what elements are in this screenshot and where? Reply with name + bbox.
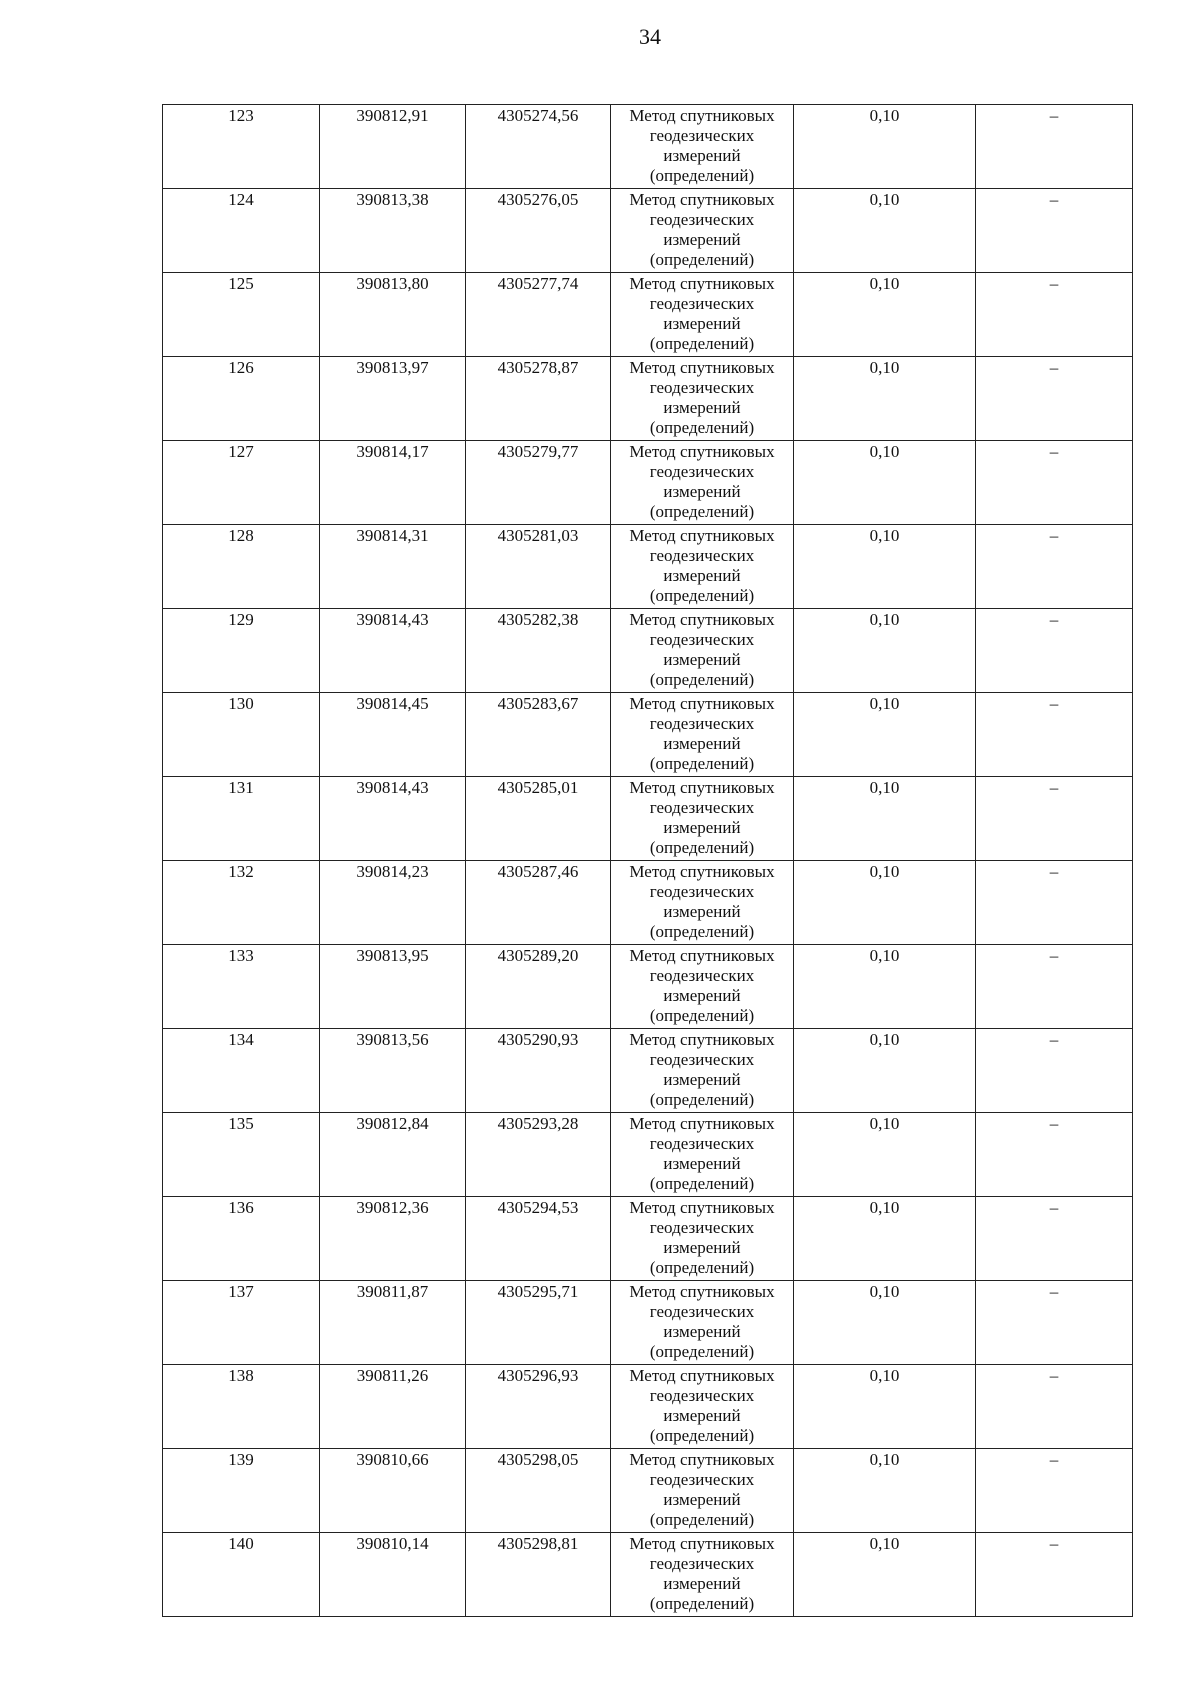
method-text-line: геодезических	[649, 1386, 755, 1405]
method-text-line: геодезических	[649, 546, 755, 565]
method-text-line: (определений)	[649, 418, 755, 437]
method-cell	[611, 357, 794, 441]
method-cell	[611, 1113, 794, 1197]
method-text-line: (определений)	[649, 502, 755, 521]
accuracy-cell: 0,10	[794, 105, 976, 189]
method-text-line: Метод спутниковых	[629, 1282, 775, 1301]
point-number-cell: 128	[163, 525, 320, 609]
page-number: 34	[639, 24, 661, 49]
method-text-line: измерений	[663, 1406, 741, 1425]
method-cell	[611, 1365, 794, 1449]
point-number-cell: 139	[163, 1449, 320, 1533]
method-text-line: Метод спутниковых	[629, 1114, 775, 1133]
note-cell: –	[976, 1365, 1133, 1449]
note-cell: –	[976, 1113, 1133, 1197]
method-text-line: геодезических	[649, 210, 755, 229]
note-cell: –	[976, 693, 1133, 777]
accuracy-cell: 0,10	[794, 1197, 976, 1281]
method-text-line: измерений	[663, 1574, 741, 1593]
accuracy-cell: 0,10	[794, 945, 976, 1029]
accuracy-cell: 0,10	[794, 357, 976, 441]
method-text-line: геодезических	[649, 1302, 755, 1321]
note-cell: –	[976, 945, 1133, 1029]
x-coordinate-cell: 390813,80	[320, 273, 466, 357]
method-text-line: (определений)	[649, 586, 755, 605]
table-row	[163, 777, 1133, 861]
x-coordinate-cell: 390810,14	[320, 1533, 466, 1617]
method-text-line: Метод спутниковых	[629, 862, 775, 881]
method-text-line: геодезических	[649, 126, 755, 145]
method-text-line: (определений)	[649, 1510, 755, 1529]
point-number-cell: 135	[163, 1113, 320, 1197]
point-number-cell: 126	[163, 357, 320, 441]
point-number-cell: 131	[163, 777, 320, 861]
method-text-line: (определений)	[649, 166, 755, 185]
method-text-line: измерений	[663, 650, 741, 669]
point-number-cell: 134	[163, 1029, 320, 1113]
method-text-line: измерений	[663, 1070, 741, 1089]
x-coordinate-cell: 390814,43	[320, 609, 466, 693]
method-cell	[611, 1197, 794, 1281]
note-cell: –	[976, 105, 1133, 189]
method-text-line: геодезических	[649, 1218, 755, 1237]
point-number-cell: 136	[163, 1197, 320, 1281]
x-coordinate-cell: 390814,45	[320, 693, 466, 777]
method-text-line: геодезических	[649, 294, 755, 313]
method-text-line: геодезических	[649, 882, 755, 901]
method-text-line: (определений)	[649, 922, 755, 941]
table-row	[163, 273, 1133, 357]
table-row	[163, 1449, 1133, 1533]
accuracy-cell: 0,10	[794, 525, 976, 609]
y-coordinate-cell: 4305285,01	[466, 777, 611, 861]
method-text-line: измерений	[663, 482, 741, 501]
method-text-line: Метод спутниковых	[629, 778, 775, 797]
method-cell	[611, 945, 794, 1029]
method-text-line: геодезических	[649, 1134, 755, 1153]
point-number-cell: 138	[163, 1365, 320, 1449]
note-cell: –	[976, 273, 1133, 357]
note-cell: –	[976, 1533, 1133, 1617]
table-row	[163, 1365, 1133, 1449]
method-text-line: Метод спутниковых	[629, 190, 775, 209]
method-text-line: геодезических	[649, 462, 755, 481]
y-coordinate-cell: 4305287,46	[466, 861, 611, 945]
method-text-line: Метод спутниковых	[629, 442, 775, 461]
note-cell: –	[976, 525, 1133, 609]
note-cell: –	[976, 609, 1133, 693]
method-text-line: измерений	[663, 146, 741, 165]
x-coordinate-cell: 390812,91	[320, 105, 466, 189]
accuracy-cell: 0,10	[794, 693, 976, 777]
note-cell: –	[976, 1449, 1133, 1533]
point-number-cell: 137	[163, 1281, 320, 1365]
method-text-line: измерений	[663, 1238, 741, 1257]
method-text-line: Метод спутниковых	[629, 106, 775, 125]
table-row	[163, 525, 1133, 609]
point-number-cell: 132	[163, 861, 320, 945]
accuracy-cell: 0,10	[794, 1113, 976, 1197]
y-coordinate-cell: 4305295,71	[466, 1281, 611, 1365]
y-coordinate-cell: 4305290,93	[466, 1029, 611, 1113]
y-coordinate-cell: 4305279,77	[466, 441, 611, 525]
method-cell	[611, 189, 794, 273]
method-text-line: измерений	[663, 818, 741, 837]
method-text-line: измерений	[663, 314, 741, 333]
x-coordinate-cell: 390814,23	[320, 861, 466, 945]
method-text-line: геодезических	[649, 1050, 755, 1069]
x-coordinate-cell: 390813,56	[320, 1029, 466, 1113]
x-coordinate-cell: 390812,36	[320, 1197, 466, 1281]
method-text-line: Метод спутниковых	[629, 1450, 775, 1469]
table-row	[163, 1029, 1133, 1113]
method-text-line: (определений)	[649, 334, 755, 353]
method-text-line: Метод спутниковых	[629, 610, 775, 629]
table-row	[163, 1197, 1133, 1281]
x-coordinate-cell: 390813,97	[320, 357, 466, 441]
y-coordinate-cell: 4305277,74	[466, 273, 611, 357]
x-coordinate-cell: 390813,38	[320, 189, 466, 273]
x-coordinate-cell: 390813,95	[320, 945, 466, 1029]
y-coordinate-cell: 4305278,87	[466, 357, 611, 441]
accuracy-cell: 0,10	[794, 609, 976, 693]
y-coordinate-cell: 4305298,81	[466, 1533, 611, 1617]
method-text-line: Метод спутниковых	[629, 694, 775, 713]
table-row	[163, 441, 1133, 525]
y-coordinate-cell: 4305276,05	[466, 189, 611, 273]
note-cell: –	[976, 441, 1133, 525]
coordinates-table-body	[163, 105, 1133, 1617]
method-text-line: Метод спутниковых	[629, 1030, 775, 1049]
method-text-line: измерений	[663, 398, 741, 417]
method-cell	[611, 693, 794, 777]
note-cell: –	[976, 777, 1133, 861]
note-cell: –	[976, 189, 1133, 273]
method-cell	[611, 1029, 794, 1113]
method-text-line: (определений)	[649, 1342, 755, 1361]
y-coordinate-cell: 4305294,53	[466, 1197, 611, 1281]
note-cell: –	[976, 1029, 1133, 1113]
method-text-line: измерений	[663, 1322, 741, 1341]
note-cell: –	[976, 861, 1133, 945]
accuracy-cell: 0,10	[794, 1449, 976, 1533]
accuracy-cell: 0,10	[794, 189, 976, 273]
method-text-line: (определений)	[649, 1594, 755, 1613]
method-cell	[611, 777, 794, 861]
table-row	[163, 1113, 1133, 1197]
method-text-line: измерений	[663, 230, 741, 249]
table-row	[163, 105, 1133, 189]
y-coordinate-cell: 4305282,38	[466, 609, 611, 693]
table-row	[163, 945, 1133, 1029]
method-cell	[611, 1281, 794, 1365]
x-coordinate-cell: 390811,26	[320, 1365, 466, 1449]
point-number-cell: 124	[163, 189, 320, 273]
method-cell	[611, 525, 794, 609]
method-cell	[611, 1533, 794, 1617]
method-text-line: геодезических	[649, 1554, 755, 1573]
method-text-line: (определений)	[649, 838, 755, 857]
method-cell	[611, 105, 794, 189]
point-number-cell: 140	[163, 1533, 320, 1617]
point-number-cell: 125	[163, 273, 320, 357]
y-coordinate-cell: 4305293,28	[466, 1113, 611, 1197]
x-coordinate-cell: 390814,17	[320, 441, 466, 525]
method-text-line: (определений)	[649, 1174, 755, 1193]
table-row	[163, 357, 1133, 441]
note-cell: –	[976, 357, 1133, 441]
note-cell: –	[976, 1197, 1133, 1281]
point-number-cell: 130	[163, 693, 320, 777]
table-row	[163, 189, 1133, 273]
table-row	[163, 609, 1133, 693]
accuracy-cell: 0,10	[794, 1029, 976, 1113]
method-text-line: (определений)	[649, 1090, 755, 1109]
method-text-line: измерений	[663, 1154, 741, 1173]
accuracy-cell: 0,10	[794, 1281, 976, 1365]
method-text-line: Метод спутниковых	[629, 274, 775, 293]
point-number-cell: 129	[163, 609, 320, 693]
method-text-line: измерений	[663, 902, 741, 921]
method-cell	[611, 609, 794, 693]
method-text-line: Метод спутниковых	[629, 526, 775, 545]
method-cell	[611, 441, 794, 525]
note-cell: –	[976, 1281, 1133, 1365]
method-text-line: Метод спутниковых	[629, 1366, 775, 1385]
accuracy-cell: 0,10	[794, 861, 976, 945]
x-coordinate-cell: 390811,87	[320, 1281, 466, 1365]
method-text-line: измерений	[663, 1490, 741, 1509]
y-coordinate-cell: 4305283,67	[466, 693, 611, 777]
x-coordinate-cell: 390814,31	[320, 525, 466, 609]
method-text-line: измерений	[663, 566, 741, 585]
point-number-cell: 133	[163, 945, 320, 1029]
method-cell	[611, 273, 794, 357]
table-row	[163, 1281, 1133, 1365]
x-coordinate-cell: 390810,66	[320, 1449, 466, 1533]
method-text-line: (определений)	[649, 754, 755, 773]
method-text-line: геодезических	[649, 966, 755, 985]
accuracy-cell: 0,10	[794, 1365, 976, 1449]
accuracy-cell: 0,10	[794, 777, 976, 861]
method-text-line: (определений)	[649, 670, 755, 689]
method-text-line: измерений	[663, 986, 741, 1005]
method-text-line: Метод спутниковых	[629, 1534, 775, 1553]
method-text-line: геодезических	[649, 798, 755, 817]
y-coordinate-cell: 4305281,03	[466, 525, 611, 609]
method-text-line: геодезических	[649, 714, 755, 733]
method-text-line: Метод спутниковых	[629, 1198, 775, 1217]
method-text-line: (определений)	[649, 1426, 755, 1445]
y-coordinate-cell: 4305274,56	[466, 105, 611, 189]
method-cell	[611, 1449, 794, 1533]
y-coordinate-cell: 4305296,93	[466, 1365, 611, 1449]
method-text-line: Метод спутниковых	[629, 358, 775, 377]
accuracy-cell: 0,10	[794, 273, 976, 357]
method-text-line: Метод спутниковых	[629, 946, 775, 965]
point-number-cell: 127	[163, 441, 320, 525]
method-text-line: измерений	[663, 734, 741, 753]
accuracy-cell: 0,10	[794, 1533, 976, 1617]
y-coordinate-cell: 4305298,05	[466, 1449, 611, 1533]
method-text-line: (определений)	[649, 250, 755, 269]
table-row	[163, 861, 1133, 945]
method-text-line: геодезических	[649, 630, 755, 649]
method-text-line: геодезических	[649, 1470, 755, 1489]
table-row	[163, 1533, 1133, 1617]
method-text-line: (определений)	[649, 1258, 755, 1277]
y-coordinate-cell: 4305289,20	[466, 945, 611, 1029]
x-coordinate-cell: 390812,84	[320, 1113, 466, 1197]
method-cell	[611, 861, 794, 945]
x-coordinate-cell: 390814,43	[320, 777, 466, 861]
accuracy-cell: 0,10	[794, 441, 976, 525]
method-text-line: геодезических	[649, 378, 755, 397]
method-text-line: (определений)	[649, 1006, 755, 1025]
table-row	[163, 693, 1133, 777]
coordinates-table	[162, 104, 1133, 1617]
point-number-cell: 123	[163, 105, 320, 189]
